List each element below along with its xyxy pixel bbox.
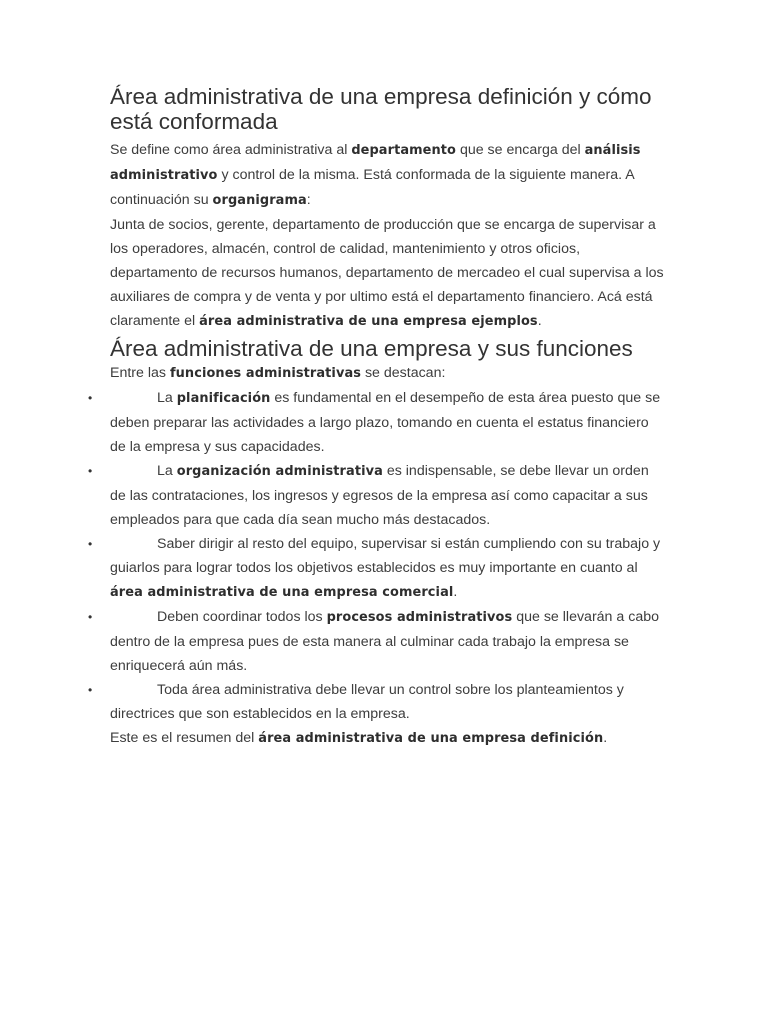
section-2-title: Área administrativa de una empresa y sus funciones	[110, 336, 633, 361]
text-run: .	[537, 313, 542, 329]
text-run: Toda área administrativa debe llevar un control sobre los planteamientos y directrices que son establecidos en la empresa.	[110, 682, 624, 722]
list-item	[88, 386, 666, 459]
text-run: .	[453, 584, 458, 600]
text-run: se destacan:	[361, 365, 446, 381]
list-item	[88, 459, 666, 532]
list-item	[88, 678, 666, 726]
section-2-intro	[110, 361, 666, 386]
bold-term-planificacion: planificación	[176, 391, 271, 406]
text-run: que se encarga del	[456, 142, 585, 158]
text-run: La	[157, 390, 177, 406]
bold-term-departamento: departamento	[351, 143, 456, 158]
list-item	[88, 532, 666, 605]
text-run: :	[306, 192, 311, 208]
bullet-icon: •	[88, 683, 93, 697]
bold-term-organizacion-administrativa: organización administrativa	[176, 464, 383, 479]
text-run: que se llevarán a cabo dentro de la empresa pues de esta manera al culminar cada trabajo la empresa se enriquecerá aún más.	[110, 609, 659, 674]
bullet-icon: •	[88, 391, 93, 405]
text-run: Junta de socios, gerente, departamento de producción que se encarga de supervisar a los operadores, almacén, control de calidad, mantenimiento y otros oficios, departamento de recursos humanos, departamento de mercadeo el cual supervisa a los auxiliares de compra y de venta y por ultimo está el departamento financiero. Acá está claramente el	[110, 217, 664, 329]
text-run: Se define como área administrativa al	[110, 142, 352, 158]
text-run: Deben coordinar todos los	[157, 609, 327, 625]
list-item	[88, 605, 666, 678]
bold-term-procesos-administrativos: procesos administrativos	[326, 610, 513, 625]
bullet-icon: •	[88, 610, 93, 624]
section-1-paragraph-1	[110, 138, 666, 213]
text-run: La	[157, 463, 177, 479]
text-run: es indispensable, se debe llevar un orden de las contrataciones, los ingresos y egresos de la empresa así como capacitar a sus empleados para que cada día sean mucho más destacados.	[110, 463, 649, 528]
section-2-summary	[110, 726, 666, 751]
document-content	[88, 84, 666, 751]
bold-term-analisis-administrativo: análisis administrativo	[110, 143, 641, 183]
bold-term-funciones-administrativas: funciones administrativas	[169, 366, 362, 381]
text-run: Este es el resumen del	[110, 730, 259, 746]
bullet-icon: •	[88, 537, 93, 551]
text-run: es fundamental en el desempeño de esta área puesto que se deben preparar las actividades a largo plazo, tomando en cuenta el estatus financiero de la empresa y sus capacidades.	[110, 390, 661, 455]
text-run: Entre las	[110, 365, 170, 381]
section-1-paragraph-2	[110, 213, 666, 334]
functions-list	[88, 386, 666, 726]
bold-term-area-definicion: área administrativa de una empresa definición	[258, 731, 604, 746]
bullet-icon: •	[88, 464, 93, 478]
section-1-title: Área administrativa de una empresa definición y cómo está conformada	[110, 84, 652, 134]
bold-term-area-comercial: área administrativa de una empresa comercial	[110, 585, 454, 600]
bold-term-organigrama: organigrama	[212, 193, 307, 208]
text-run: Saber dirigir al resto del equipo, supervisar si están cumpliendo con su trabajo y guiarlos para lograr todos los objetivos establecidos es muy importante en cuanto al	[110, 536, 661, 576]
bold-term-area-ejemplos: área administrativa de una empresa ejemplos	[199, 314, 538, 329]
text-run: .	[603, 730, 608, 746]
text-run: y control de la misma. Está conformada de la siguiente manera. A continuación su	[110, 167, 634, 208]
